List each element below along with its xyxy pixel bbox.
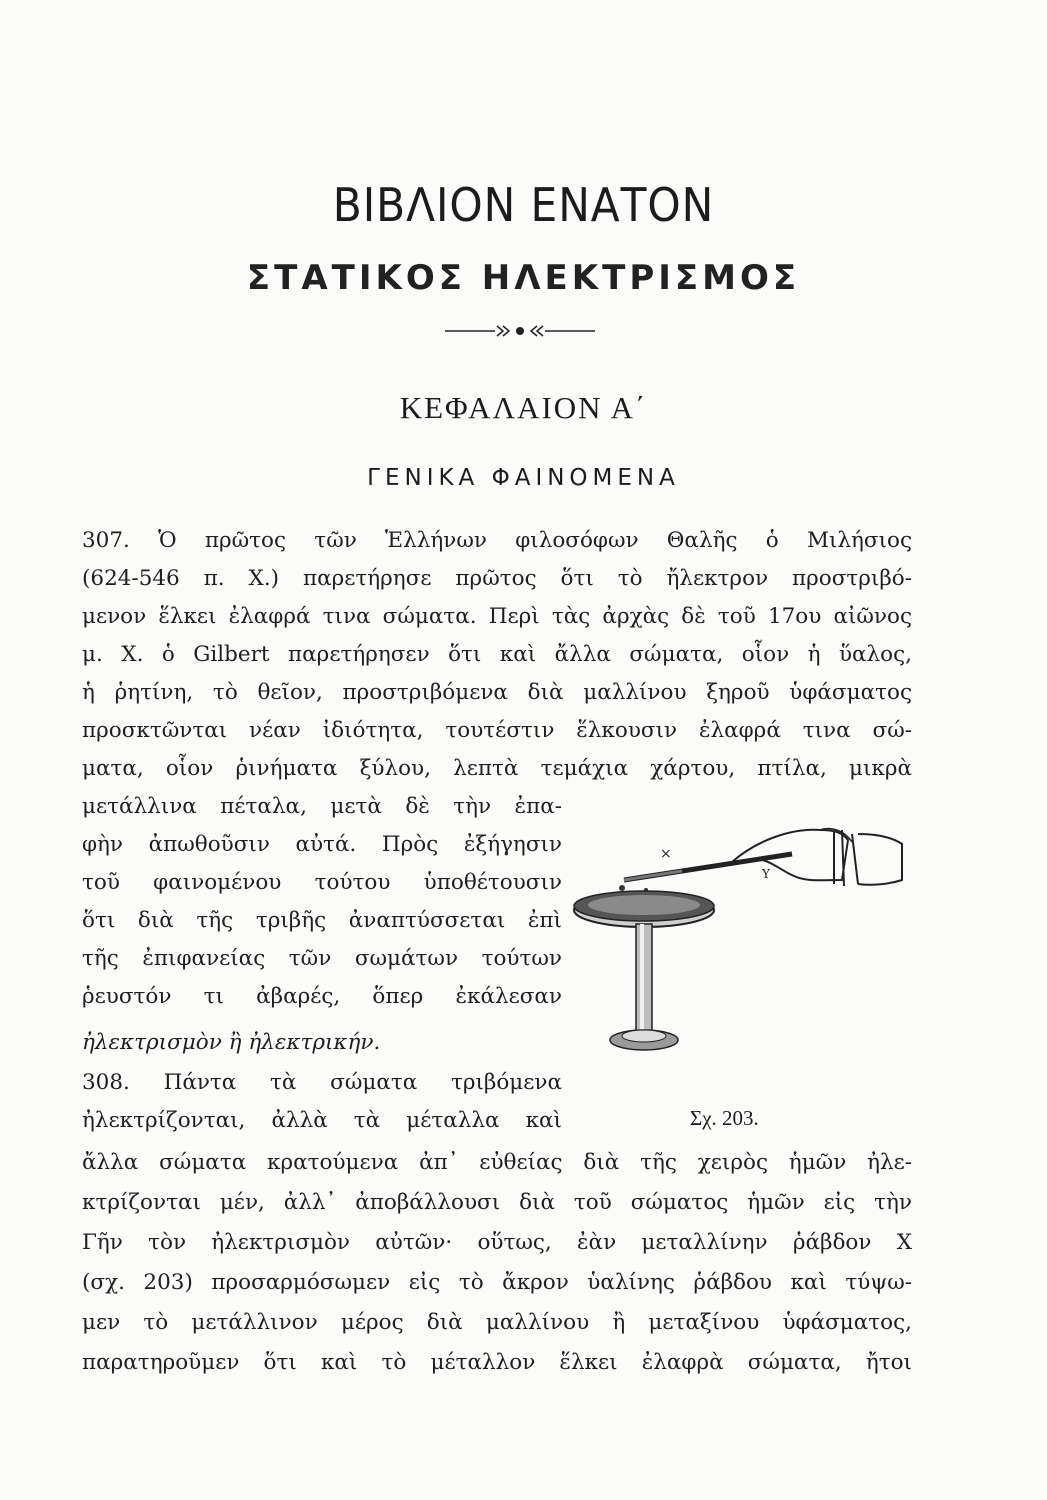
- text-line: Γῆν τὸν ἠλεκτρισμὸν αὐτῶν· οὕτως, ἐὰν μεταλλίνην ῥάβδον Χ: [82, 1230, 912, 1255]
- ornament-divider: [445, 320, 595, 342]
- text-line: μετάλλινα πέταλα, μετὰ δὲ τὴν ἐπα-: [82, 794, 562, 819]
- text-line: ματα, οἷον ῥινήματα ξύλου, λεπτὰ τεμάχια χάρτου, πτίλα, μικρὰ: [82, 756, 912, 781]
- text-line: ἄλλα σώματα κρατούμενα ἀπ᾽ εὐθείας διὰ τῆς χειρὸς ἡμῶν ἠλε-: [82, 1150, 912, 1175]
- text-line: ἠλεκτρίζονται, ἀλλὰ τὰ μέταλλα καὶ: [82, 1108, 562, 1133]
- text-line: ὅτι διὰ τῆς τριβῆς ἀναπτύσσεται ἐπὶ: [82, 908, 562, 933]
- text-line: μενον ἕλκει ἐλαφρά τινα σώματα. Περὶ τὰς ἀρχὰς δὲ τοῦ 17ου αἰῶνος: [82, 604, 912, 629]
- figure-label-y: Υ: [762, 867, 770, 881]
- text-line: ἡ ῥητίνη, τὸ θεῖον, προστριβόμενα διὰ μαλλίνου ξηροῦ ὑφάσματος: [82, 680, 912, 705]
- text-line: ῥευστόν τι ἀβαρές, ὅπερ ἐκάλεσαν: [82, 984, 562, 1009]
- text-line: φὴν ἀπωθοῦσιν αὐτά. Πρὸς ἐξήγησιν: [82, 832, 562, 857]
- book-title: ΒΙΒΛΙΟΝ ΕΝΑΤΟΝ: [332, 178, 715, 232]
- text-line: τοῦ φαινομένου τούτου ὑποθέτουσιν: [82, 870, 562, 895]
- figure-label-x: ×: [660, 846, 672, 862]
- text-line: 307. Ὁ πρῶτος τῶν Ἑλλήνων φιλοσόφων Θαλῆς ὁ Μιλήσιος: [82, 528, 912, 553]
- text-line: παρατηροῦμεν ὅτι καὶ τὸ μέταλλον ἕλκει ἐλαφρὰ σώματα, ἤτοι: [82, 1350, 912, 1375]
- chapter-heading: ΚΕΦΑΛΑΙΟΝ Α΄: [399, 390, 648, 425]
- text-line: κτρίζονται μέν, ἀλλ᾽ ἀποβάλλουσι διὰ τοῦ σώματος ἡμῶν εἰς τὴν: [82, 1190, 912, 1215]
- text-line: μεν τὸ μετάλλινον μέρος διὰ μαλλίνου ἢ μεταξίνου ὑφάσματος,: [82, 1310, 912, 1335]
- text-line: τῆς ἐπιφανείας τῶν σωμάτων τούτων: [82, 946, 562, 971]
- figure-caption: Σχ. 203.: [690, 1106, 759, 1130]
- section-title: ΓΕΝΙΚΑ ΦΑΙΝΟΜΕΝΑ: [367, 465, 680, 491]
- text-line: (σχ. 203) προσαρμόσωμεν εἰς τὸ ἄκρον ὑαλίνης ῥάβδου καὶ τύψω-: [82, 1270, 912, 1295]
- text-line: (624-546 π. Χ.) παρετήρησε πρῶτος ὅτι τὸ ἤλεκτρον προστριβό-: [82, 566, 912, 591]
- book-subtitle: ΣΤΑΤΙΚΟΣ ΗΛΕΚΤΡΙΣΜΟΣ: [246, 258, 801, 298]
- text-line: προσκτῶνται νέαν ἰδιότητα, τουτέστιν ἕλκουσιν ἐλαφρά τινα σώ-: [82, 718, 912, 743]
- figure-electrified-rod: [572, 810, 912, 1080]
- text-line: 308. Πάντα τὰ σώματα τριβόμενα: [82, 1070, 562, 1095]
- text-line: μ. Χ. ὁ Gilbert παρετήρησεν ὅτι καὶ ἄλλα σώματα, οἷον ἡ ὕαλος,: [82, 642, 912, 667]
- text-line: ἠλεκτρισμὸν ἢ ἠλεκτρικήν.: [82, 1030, 381, 1055]
